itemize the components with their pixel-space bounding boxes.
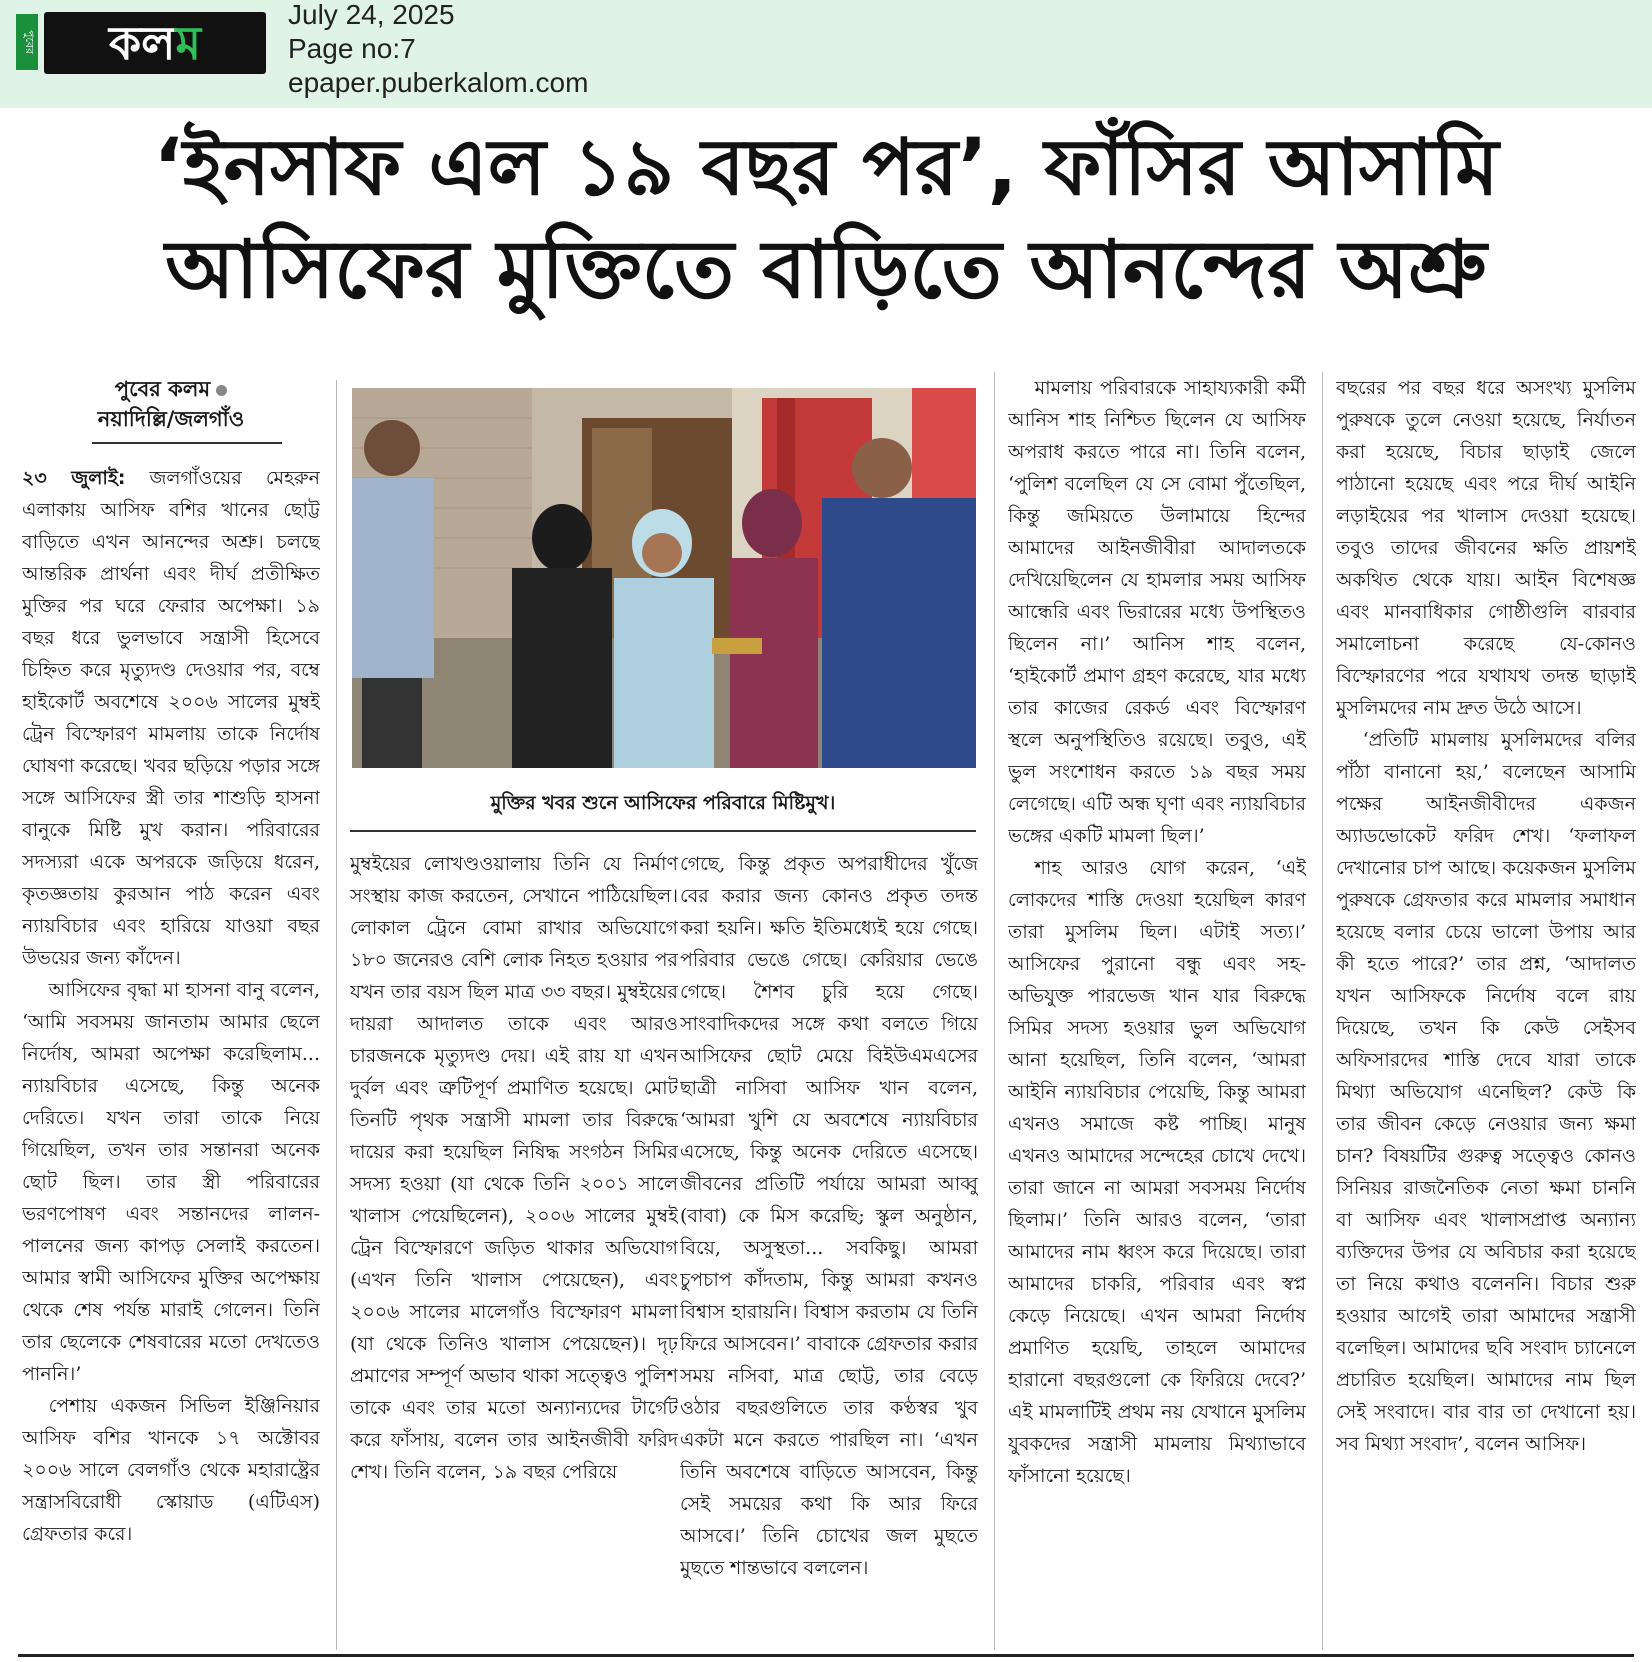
- column-divider: [1322, 372, 1323, 1650]
- paragraph: পেশায় একজন সিভিল ইঞ্জিনিয়ার আসিফ বশির খানকে ১৭ অক্টোবর ২০০৬ সালে বেলগাঁও থেকে মহারাষ্ট্রের সন্ত্রাসবিরোধী স্কোয়াড (এটিএস) গ্রেফতার করে।: [22, 1395, 320, 1545]
- paragraph: গেছে, কিন্তু প্রকৃত অপরাধীদের খুঁজে বের করার জন্য কোনও প্রকৃত তদন্ত করা হয়নি। ক্ষতি ইতিমধ্যেই হয়ে গেছে। পরিবার ভেঙে গেছে। কেরিয়ার ভেঙে গেছে। শৈশব চুরি হয়ে গেছে। সাংবাদিকদের সঙ্গে কথা বলতে গিয়ে আসিফের ছোট মেয়ে বিইউএমএসের ছাত্রী নাসিবা আসিফ খান বলেন, ‘আমরা খুশি যে অবশেষে ন্যায়বিচার এসেছে, কিন্তু অনেক দেরিতে এসেছে। জীবনের প্রতিটি পর্যায়ে আমরা আব্বু (বাবা) কে মিস করেছি; স্কুল অনুষ্ঠান, বিয়ে, অসুস্থতা... সবকিছু। আমরা চুপচাপ কাঁদতাম, কিন্তু আমরা কখনও বিশ্বাস হারায়নি। বিশ্বাস করতাম যে তিনি ফিরে আসবেন।’ বাবাকে গ্রেফতার করার সময় নসিবা, মাত্র ছোট্ট, তার বেড়ে ওঠার বছরগুলিতে তার কণ্ঠস্বর খুব একটা মনে করতে পারছিল না। ‘এখন তিনি অবশেষে বাড়িতে আসবেন, কিন্তু সেই সময়ের কথা কি আর ফিরে আসবে।’ তিনি চোখের জল মুছতে মুছতে শান্তভাবে বললেন।: [680, 853, 978, 1579]
- page-bottom-rule: [18, 1654, 1634, 1657]
- column-divider: [994, 372, 995, 1650]
- paragraph: মামলায় পরিবারকে সাহায্যকারী কর্মী আনিস শাহ নিশ্চিত ছিলেন যে আসিফ অপরাধ করতে পারে না। তিনি বলেন, ‘পুলিশ বলেছিল যে সে বোমা পুঁতেছিল, কিন্তু জমিয়তে উলামায়ে হিন্দের আমাদের আইনজীবীরা আদালতকে দেখিয়েছিলেন যে হামলার সময় আসিফ আন্ধেরি এবং ভিরারের মধ্যে উপস্থিতও ছিলেন না।’ আনিস শাহ বলেন, ‘হাইকোর্ট প্রমাণ গ্রহণ করেছে, যার মধ্যে তার কাজের রেকর্ড এবং বিস্ফোরণ স্থলে অনুপস্থিতিও রয়েছে। তবুও, এই ভুল সংশোধন করতে ১৯ বছর সময় লেগেছে। এটি অন্ধ ঘৃণা এবং ন্যায়বিচার ভঙ্গের একটি মামলা ছিল।’: [1008, 377, 1306, 847]
- news-photo: [352, 388, 976, 768]
- paragraph: ২৩ জুলাই: জলগাঁওয়ের মেহরুন এলাকায় আসিফ বশির খানের ছোট্ট বাড়িতে এখন আনন্দের অশ্রু। চলছে আন্তরিক প্রার্থনা এবং দীর্ঘ প্রতীক্ষিত মুক্তির পর ঘরে ফেরার অপেক্ষা। ১৯ বছর ধরে ভুলভাবে সন্ত্রাসী হিসেবে চিহ্নিত করে মৃত্যুদণ্ড দেওয়ার পর, বম্বে হাইকোর্ট অবশেষে ২০০৬ সালের মুম্বই ট্রেন বিস্ফোরণ মামলায় তাকে নির্দোষ ঘোষণা করেছে। খবর ছড়িয়ে পড়ার সঙ্গে সঙ্গে আসিফের স্ত্রী তার শাশুড়ি হাসনা বানুকে মিষ্টি মুখ করান। পরিবারের সদস্যরা একে অপরকে জড়িয়ে ধরেন, কৃতজ্ঞতায় কুরআন পাঠ করেন এবং ন্যায়বিচার এবং হারিয়ে যাওয়া বছর উভয়ের জন্য কাঁদেন।: [22, 467, 320, 969]
- masthead: [0, 0, 1652, 108]
- paragraph: মুম্বইয়ের লোখণ্ডওয়ালায় তিনি যে নির্মাণ সংস্থায় কাজ করতেন, সেখানে পাঠিয়েছিল। লোকাল ট্রেনে বোমা রাখার অভিযোগে ১৮০ জনেরও বেশি লোক নিহত হওয়ার পর যখন তার বয়স ছিল মাত্র ৩৩ বছর। মুম্বইয়ের দায়রা আদালত তাকে এবং আরও চারজনকে মৃত্যুদণ্ড দেয়। এই রায় যা এখন দুর্বল এবং ত্রুটিপূর্ণ প্রমাণিত হয়েছে। মোট তিনটি পৃথক সন্ত্রাসী মামলা তার বিরুদ্ধে দায়ের করা হয়েছিল নিষিদ্ধ সংগঠন সিমির সদস্য হওয়া (যা থেকে তিনি ২০০১ সালে খালাস পেয়েছিলেন), ২০০৬ সালের মুম্বই ট্রেন বিস্ফোরণে জড়িত থাকার অভিযোগ (এখন তিনি খালাস পেয়েছেন), এবং ২০০৬ সালের মালেগাঁও বিস্ফোরণ মামলা (যা থেকে তিনিও খালাস পেয়েছেন)। দৃঢ় প্রমাণের সম্পূর্ণ অভাব থাকা সত্ত্বেও পুলিশ তাকে এবং তার মতো অন্যান্যদের টার্গেট করে ফাঁসায়, বলেন তার আইনজীবী ফরিদ শেখ। তিনি বলেন, ১৯ বছর পেরিয়ে: [350, 853, 678, 1483]
- article-column-4: [1008, 372, 1306, 1654]
- headline: [40, 118, 1612, 322]
- byline-divider: [92, 442, 282, 444]
- article-column-2: [350, 848, 678, 1654]
- paragraph: আসিফের বৃদ্ধা মা হাসনা বানু বলেন, ‘আমি সবসময় জানতাম আমার ছেলে নির্দোষ, আমরা অপেক্ষা করেছিলাম... ন্যায়বিচার এসেছে, কিন্তু অনেক দেরিতে। যখন তারা তাকে নিয়ে গিয়েছিল, তখন তার সন্তানরা অনেক ছোট ছিল। তার স্ত্রী পরিবারের ভরণপোষণ এবং সন্তানদের লালন-পালনের জন্য কাপড় সেলাই করতেন। আমার স্বামী আসিফের মুক্তির অপেক্ষায় থেকে শেষ পর্যন্ত মারাই গেলেন। তিনি তার ছেলেকে শেষবারের মতো দেখতেও পাননি।’: [22, 979, 320, 1385]
- logo-tag: পুবের: [16, 14, 38, 70]
- family-sweets-photo-icon: [352, 388, 976, 768]
- logo-wordmark: কলম: [44, 12, 266, 74]
- paragraph: বছরের পর বছর ধরে অসংখ্য মুসলিম পুরুষকে তুলে নেওয়া হয়েছে, নির্যাতন করা হয়েছে, বিচার ছাড়াই জেলে পাঠানো হয়েছে এবং পরে দীর্ঘ আইনি লড়াইয়ের পর খালাস দেওয়া হয়েছে। তবুও তাদের জীবনের ক্ষতি প্রায়শই অকথিত থেকে যায়। আইন বিশেষজ্ঞ এবং মানবাধিকার গোষ্ঠীগুলি বারবার সমালোচনা করেছে যে-কোনও বিস্ফোরণের পরে যথাযথ তদন্ত ছাড়াই মুসলিমদের নাম দ্রুত উঠে আসে।: [1336, 377, 1636, 719]
- paragraph: শাহ আরও যোগ করেন, ‘এই লোকদের শাস্তি দেওয়া হয়েছিল কারণ তারা মুসলিম ছিল। এটাই সত্য।’ আসিফের পুরানো বন্ধু এবং সহ-অভিযুক্ত পারভেজ খান যার বিরুদ্ধে সিমির সদস্য হওয়ার ভুল অভিযোগ আনা হয়েছিল, তিনি বলেন, ‘আমরা আইনি ন্যায়বিচার পেয়েছি, কিন্তু আমরা এখনও সমাজে কষ্ট পাচ্ছি। মানুষ এখনও আমাদের সন্দেহের চোখে দেখে। তারা জানে না আমরা সবসময় নির্দোষ ছিলাম।’ তিনি আরও বলেন, ‘তারা আমাদের নাম ধ্বংস করে দিয়েছে। তারা আমাদের চাকরি, পরিবার এবং স্বপ্ন কেড়ে নিয়েছে। এখন আমরা নির্দোষ প্রমাণিত হয়েছি, তাহলে আমাদের হারানো বছরগুলো কে ফিরিয়ে দেবে?’ এই মামলাটিই প্রথম নয় যেখানে মুসলিম যুবকদের সন্ত্রাসী মামলায় মিথ্যাভাবে ফাঁসানো হয়েছে।: [1008, 857, 1306, 1487]
- photo-caption: মুক্তির খবর শুনে আসিফের পরিবারে মিষ্টিমুখ।: [490, 792, 836, 814]
- newspaper-logo[interactable]: [16, 8, 266, 72]
- caption-divider: [350, 830, 976, 832]
- epaper-url[interactable]: epaper.puberkalom.com: [288, 67, 589, 98]
- headline-line-1: ‘ইনসাফ এল ১৯ বছর পর’, ফাঁসির আসামি: [153, 123, 1499, 213]
- bullet-icon: [216, 385, 227, 396]
- paragraph: ‘প্রতিটি মামলায় মুসলিমদের বলির পাঁঠা বানানো হয়,’ বলেছেন আসামি পক্ষের আইনজীবীদের একজন অ্যাডভোকেট ফরিদ শেখ। ‘ফলাফল দেখানোর চাপ আছে। কয়েকজন মুসলিম পুরুষকে গ্রেফতার করে মামলার সমাধান হয়েছে বলার চেয়ে ভালো উপায় আর কী হতে পারে?’ তার প্রশ্ন, ‘আদালত যখন আসিফকে নির্দোষ বলে রায় দিয়েছে, তখন কি কেউ সেইসব অফিসারদের শাস্তি দেবে যারা তাকে মিথ্যা অভিযোগ এনেছিল? কেউ কি তার জীবন কেড়ে নেওয়ার জন্য ক্ষমা চান? বিষয়টির গুরুত্ব সত্ত্বেও কোনও সিনিয়র রাজনৈতিক নেতা ক্ষমা চাননি বা আসিফ এবং খালাসপ্রাপ্ত অন্যান্য ব্যক্তিদের উপর যে অবিচার করা হয়েছে তা নিয়ে কথাও বলেননি। বিচার শুরু হওয়ার আগেই তারা আমাদের সন্ত্রাসী বলেছিল। আমাদের ছবি সংবাদ চ্যানেলে প্রচারিত হয়েছিল। আমাদের নাম ছিল সেই সংবাদে। বার বার তা দেখানো হয়। সব মিথ্যা সংবাদ’, বলেন আসিফ।: [1336, 729, 1636, 1455]
- page-number: Page no:7: [288, 33, 416, 64]
- byline: [22, 374, 320, 434]
- dateline: ২৩ জুলাই:: [22, 467, 126, 489]
- article-column-1: [22, 462, 320, 1654]
- article-column-3: [680, 848, 978, 1654]
- byline-place: নয়াদিল্লি/জলগাঁও: [97, 407, 245, 431]
- article-column-5: [1336, 372, 1636, 1654]
- headline-line-2: আসিফের মুক্তিতে বাড়িতে আনন্দের অশ্রু: [165, 223, 1487, 316]
- byline-source: পুবের কলম: [114, 377, 211, 401]
- edition-date: July 24, 2025: [288, 0, 455, 30]
- column-divider: [336, 380, 337, 1650]
